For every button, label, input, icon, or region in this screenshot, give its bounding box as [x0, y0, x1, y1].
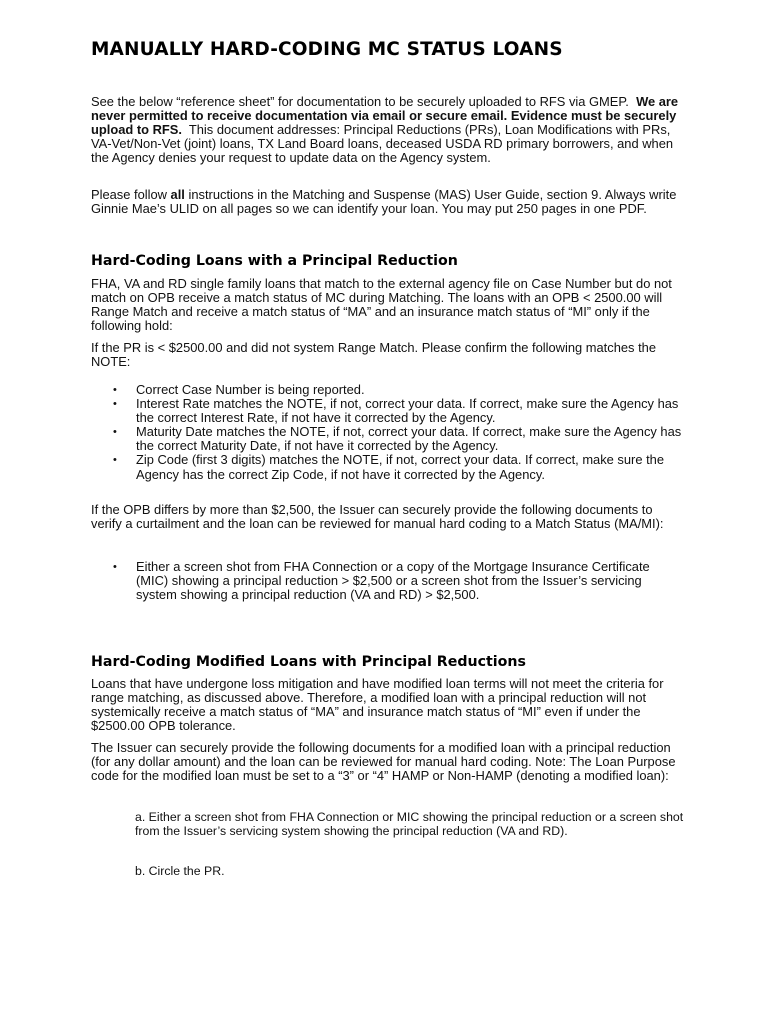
- list-item: [91, 560, 683, 602]
- follow-bold: all: [170, 187, 185, 202]
- bullet-icon: •: [113, 384, 117, 396]
- intro-text-2: This document addresses: Principal Reductions (PRs), Loan Modifications with PRs, VA-Vet/Non-Vet (joint) loans, TX Land Board loans, deceased USDA RD primary borrowers, and when the Agency denies your request to update data on the Agency system.: [91, 122, 674, 166]
- intro-text-1: See the below “reference sheet” for documentation to be securely uploaded to RFS via GMEP.: [91, 94, 629, 109]
- requirements-list: [91, 383, 683, 482]
- bullet-icon: •: [113, 426, 117, 439]
- list-item-text: Zip Code (first 3 digits) matches the NOTE, if not, correct your data. If correct, make sure the Agency has the correct Zip Code, if not have it corrected by the Agency.: [136, 452, 664, 482]
- bullet-icon: •: [113, 561, 117, 573]
- list-item-text: Correct Case Number is being reported.: [136, 382, 365, 397]
- bullet-icon: •: [113, 398, 117, 411]
- follow-post: instructions in the Matching and Suspense (MAS) User Guide, section 9. Always write Ginnie Mae’s ULID on all pages so we can identify your loan. You may put 250 pages in one PDF.: [91, 187, 677, 217]
- list-item-text: Either a screen shot from FHA Connection or a copy of the Mortgage Insurance Certificate (MIC) showing a principal reduction > $2,500 or a screen shot from the Issuer’s servicing system showing a principal reduction (VA and RD) > $2,500.: [136, 559, 650, 603]
- section1-heading: Hard-Coding Loans with a Principal Reduction: [91, 253, 458, 269]
- list-item: [91, 425, 683, 453]
- section2-paragraph-2: The Issuer can securely provide the following documents for a modified loan with a principal reduction (for any dollar amount) and the loan can be reviewed for manual hard coding. Note: The Loan Purpose code for the modified loan must be set to a “3” or “4” HAMP or Non-HAMP (denoting a modified loan):: [91, 740, 676, 784]
- item-a: a. Either a screen shot from FHA Connection or MIC showing the principal reduction or a screen shot from the Issuer’s servicing system showing the principal reduction (VA and RD).: [135, 810, 684, 838]
- list-item: [91, 397, 683, 425]
- intro-paragraph: [91, 95, 683, 165]
- list-item: [91, 383, 683, 397]
- intro-warning: We are never permitted to receive documentation via email or secure email. Evidence must be securely upload to RFS.: [91, 94, 679, 138]
- list-item-text: Maturity Date matches the NOTE, if not, correct your data. If correct, make sure the Agency has the correct Maturity Date, if not have it corrected by the Agency.: [136, 424, 682, 454]
- section2-heading: Hard-Coding Modified Loans with Principal Reductions: [91, 654, 526, 670]
- section2-paragraph-1: Loans that have undergone loss mitigation and have modified loan terms will not meet the criteria for range matching, as discussed above. Therefore, a modified loan with a principal reduction will not systemically receive a match status of “MA” and insurance match status of “MI” even if under the $2500.00 OPB tolerance.: [91, 676, 664, 734]
- documents-list: [91, 560, 683, 602]
- list-item: [91, 453, 683, 481]
- list-item-text: Interest Rate matches the NOTE, if not, correct your data. If correct, make sure the Agency has the correct Interest Rate, if not have it corrected by the Agency.: [136, 396, 679, 426]
- follow-paragraph: [91, 188, 683, 216]
- section1-paragraph-3: If the OPB differs by more than $2,500, the Issuer can securely provide the following documents to verify a curtailment and the loan can be reviewed for manual hard coding to a Match Status (MA/MI):: [91, 502, 664, 532]
- item-b: b. Circle the PR.: [135, 864, 225, 878]
- follow-pre: Please follow: [91, 187, 167, 202]
- section1-paragraph-2: If the PR is < $2500.00 and did not system Range Match. Please confirm the following matches the NOTE:: [91, 340, 656, 370]
- page-title: MANUALLY HARD-CODING MC STATUS LOANS: [91, 39, 563, 60]
- bullet-icon: •: [113, 454, 117, 467]
- section1-paragraph-1: FHA, VA and RD single family loans that match to the external agency file on Case Number but do not match on OPB receive a match status of MC during Matching. The loans with an OPB < 2500.00 will Range Match and receive a match status of “MA” and an insurance match status of “MI” only if the following hold:: [91, 276, 672, 334]
